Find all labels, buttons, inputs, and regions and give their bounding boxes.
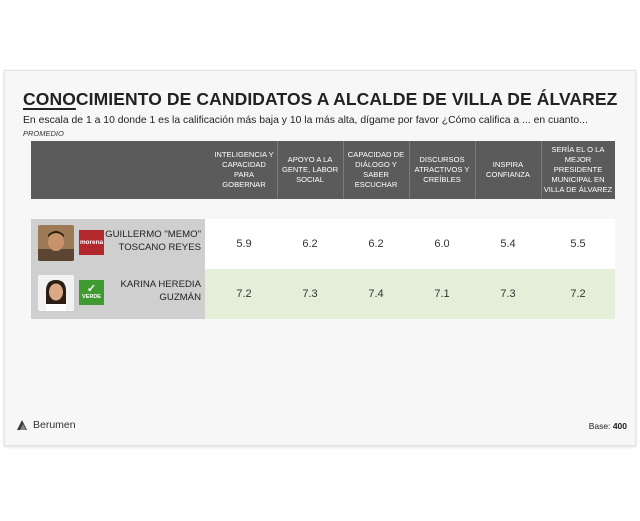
column-header: SERÍA EL O LA MEJOR PRESIDENTE MUNICIPAL EN VILLA DE ÁLVAREZ [543,145,613,194]
survey-question: En escala de 1 a 10 donde 1 es la calificación más baja y 10 la más alta, dígame por favor ¿Cómo califica a ... en cuanto... [23,115,588,126]
score-cell: 7.2 [570,288,586,300]
score-cell: 7.4 [368,288,384,300]
slide-title [23,89,617,110]
morena-logo-icon: morena [79,230,104,255]
column-header: INSPIRA CONFIANZA [486,160,530,179]
column-divider [475,141,476,199]
candidate-name [101,279,201,305]
column-header: INTELIGENCIA Y CAPACIDAD PARA GOBERNAR [214,150,274,189]
score-cell: 6.2 [368,238,384,250]
column-divider [277,141,278,199]
column-header: CAPACIDAD DE DIÁLOGO Y SABER ESCUCHAR [347,150,405,189]
candidate-photo-icon [38,225,74,261]
average-note: PROMEDIO [23,129,64,138]
column-header: DISCURSOS ATRACTIVOS Y CREÍBLES [414,155,470,184]
berumen-logo-icon [15,418,29,432]
candidate-name-line: KARINA HEREDIA [120,279,201,290]
column-header: APOYO A LA GENTE, LABOR SOCIAL [281,155,339,184]
score-cell: 5.9 [236,238,252,250]
score-cell: 6.0 [434,238,450,250]
candidate-name-line: GUZMÁN [159,291,201,303]
candidate-cell [31,219,205,269]
base-value: 400 [612,421,627,431]
base-label: Base: [588,421,611,431]
score-cell: 5.4 [500,238,516,250]
score-cell: 5.5 [570,238,586,250]
candidate-name [101,229,201,255]
column-divider [343,141,344,199]
brand-logo [15,418,76,432]
candidate-name-line: TOSCANO REYES [118,241,201,253]
title-rest: CIMIENTO DE CANDIDATOS A ALCALDE DE VILLA DE ÁLVAREZ [75,89,618,109]
column-divider [409,141,410,199]
sample-base [589,421,627,431]
verde-logo-text: VERDE [82,294,101,301]
score-cell: 6.2 [302,238,318,250]
verde-logo-mark: ✓ [86,283,97,296]
score-cell: 7.1 [434,288,450,300]
brand-name: Berumen [33,419,76,431]
score-cell: 7.2 [236,288,252,300]
score-cell: 7.3 [302,288,318,300]
candidate-name-line: GUILLERMO "MEMO" [105,229,201,240]
candidate-cell [31,269,205,319]
candidate-photo-icon [38,275,74,311]
score-cell: 7.3 [500,288,516,300]
survey-slide [4,70,636,446]
column-divider [541,141,542,199]
title-underlined-part: CONO [23,89,76,109]
